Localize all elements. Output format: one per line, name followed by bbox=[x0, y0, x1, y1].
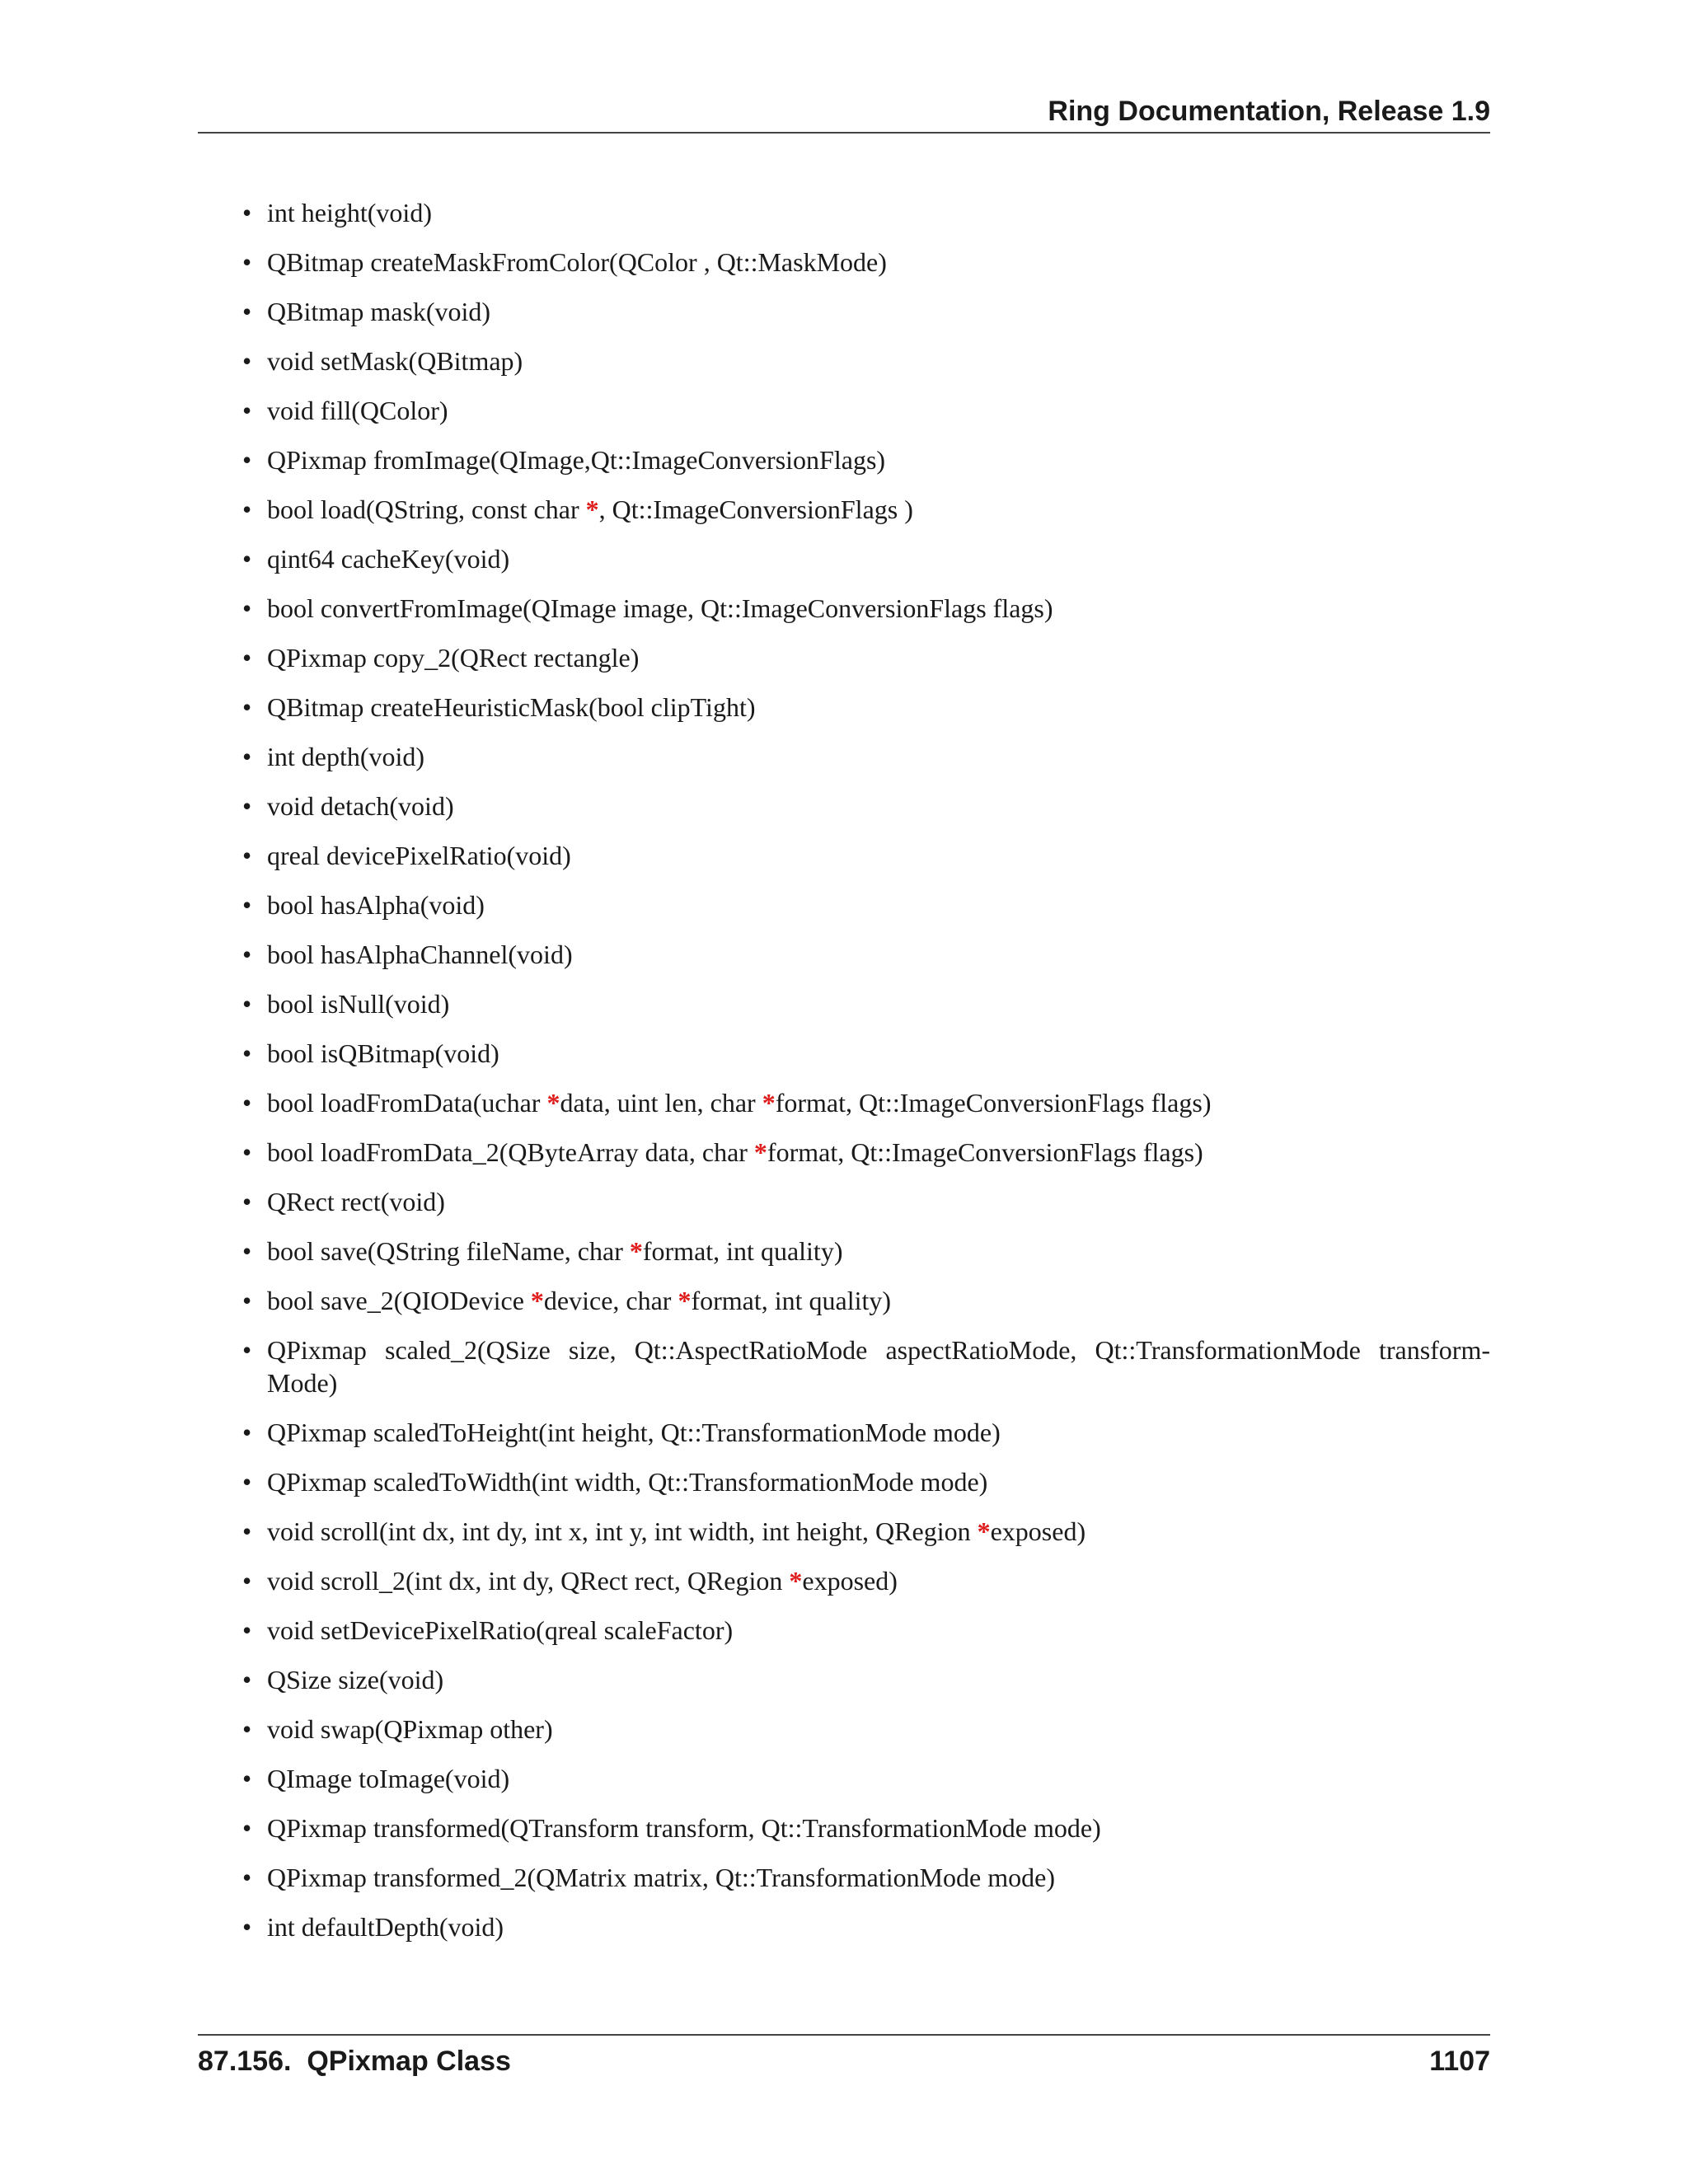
method-list-item bbox=[239, 888, 1490, 921]
bullet-icon: • bbox=[242, 1038, 252, 1068]
method-list-item bbox=[239, 1136, 1490, 1169]
pointer-asterisk: * bbox=[585, 494, 599, 524]
bullet-icon: • bbox=[242, 1335, 252, 1365]
method-signature: void scroll(int dx, int dy, int x, int y, int width, int height, QRegion *exposed) bbox=[267, 1516, 1086, 1546]
method-signature: int height(void) bbox=[267, 198, 432, 227]
method-signature: QPixmap fromImage(QImage,Qt::ImageConversionFlags) bbox=[267, 445, 886, 475]
method-list-item bbox=[239, 592, 1490, 625]
bullet-icon: • bbox=[242, 1764, 252, 1793]
method-list-item bbox=[239, 295, 1490, 328]
pointer-asterisk: * bbox=[789, 1566, 803, 1596]
pointer-asterisk: * bbox=[530, 1286, 544, 1315]
method-list-item bbox=[239, 1235, 1490, 1268]
bullet-icon: • bbox=[242, 1714, 252, 1744]
method-signature: QPixmap transformed(QTransform transform, Qt::TransformationMode mode) bbox=[267, 1813, 1101, 1843]
method-list-item bbox=[239, 1762, 1490, 1795]
bullet-icon: • bbox=[242, 1137, 252, 1167]
method-signature: bool loadFromData(uchar *data, uint len, char *format, Qt::ImageConversionFlags flags) bbox=[267, 1088, 1212, 1118]
bullet-icon: • bbox=[242, 1187, 252, 1216]
method-signature: qreal devicePixelRatio(void) bbox=[267, 841, 571, 870]
method-list-item bbox=[239, 493, 1490, 526]
method-list-item bbox=[239, 246, 1490, 279]
method-signature: bool save_2(QIODevice *device, char *format, int quality) bbox=[267, 1286, 892, 1315]
method-signature: QRect rect(void) bbox=[267, 1187, 445, 1216]
method-list-item bbox=[239, 1333, 1490, 1399]
method-signature: qint64 cacheKey(void) bbox=[267, 544, 510, 574]
bullet-icon: • bbox=[242, 297, 252, 326]
pointer-asterisk: * bbox=[629, 1236, 643, 1266]
method-signature: QBitmap createMaskFromColor(QColor , Qt::MaskMode) bbox=[267, 247, 887, 277]
pointer-asterisk: * bbox=[977, 1516, 991, 1546]
method-signature: QSize size(void) bbox=[267, 1665, 444, 1694]
method-signature: bool loadFromData_2(QByteArray data, char *format, Qt::ImageConversionFlags flags) bbox=[267, 1137, 1203, 1167]
bullet-icon: • bbox=[242, 1566, 252, 1596]
method-list-item bbox=[239, 1564, 1490, 1597]
bullet-icon: • bbox=[242, 1863, 252, 1892]
method-signature: void detach(void) bbox=[267, 791, 454, 821]
pointer-asterisk: * bbox=[753, 1137, 767, 1167]
method-signature: QImage toImage(void) bbox=[267, 1764, 510, 1793]
pointer-asterisk: * bbox=[546, 1088, 560, 1118]
method-list-item bbox=[239, 691, 1490, 724]
bullet-icon: • bbox=[242, 890, 252, 920]
bullet-icon: • bbox=[242, 1236, 252, 1266]
method-list-item bbox=[239, 1416, 1490, 1449]
method-signature: QPixmap scaledToHeight(int height, Qt::TransformationMode mode) bbox=[267, 1418, 1001, 1447]
method-signature: void scroll_2(int dx, int dy, QRect rect, QRegion *exposed) bbox=[267, 1566, 898, 1596]
method-signature: bool isQBitmap(void) bbox=[267, 1038, 499, 1068]
page-header bbox=[198, 89, 1490, 134]
method-list-item bbox=[239, 641, 1490, 674]
method-list-item bbox=[239, 1185, 1490, 1218]
method-signature: QPixmap scaled_2(QSize size, Qt::AspectRatioMode aspectRatioMode, Qt::TransformationMode transform-Mode) bbox=[267, 1335, 1490, 1398]
method-signature: bool load(QString, const char *, Qt::ImageConversionFlags ) bbox=[267, 494, 913, 524]
method-list-item bbox=[239, 196, 1490, 229]
method-list-item bbox=[239, 394, 1490, 427]
method-list-item bbox=[239, 987, 1490, 1020]
bullet-icon: • bbox=[242, 346, 252, 376]
bullet-icon: • bbox=[242, 247, 252, 277]
bullet-icon: • bbox=[242, 198, 252, 227]
bullet-icon: • bbox=[242, 742, 252, 771]
bullet-icon: • bbox=[242, 692, 252, 722]
method-signature: int defaultDepth(void) bbox=[267, 1912, 504, 1942]
bullet-icon: • bbox=[242, 593, 252, 623]
page-footer bbox=[198, 2034, 1490, 2085]
method-signature: void swap(QPixmap other) bbox=[267, 1714, 553, 1744]
bullet-icon: • bbox=[242, 544, 252, 574]
method-signature: void setDevicePixelRatio(qreal scaleFactor) bbox=[267, 1615, 734, 1645]
method-list-item bbox=[239, 1465, 1490, 1498]
bullet-icon: • bbox=[242, 494, 252, 524]
method-list-item bbox=[239, 542, 1490, 575]
pointer-asterisk: * bbox=[678, 1286, 692, 1315]
method-signature: void fill(QColor) bbox=[267, 396, 448, 425]
bullet-icon: • bbox=[242, 1088, 252, 1118]
method-signature: QPixmap copy_2(QRect rectangle) bbox=[267, 643, 640, 673]
bullet-icon: • bbox=[242, 1665, 252, 1694]
method-list-item bbox=[239, 1910, 1490, 1943]
bullet-icon: • bbox=[242, 1418, 252, 1447]
bullet-icon: • bbox=[242, 396, 252, 425]
bullet-icon: • bbox=[242, 791, 252, 821]
bullet-icon: • bbox=[242, 1813, 252, 1843]
method-signature: QBitmap mask(void) bbox=[267, 297, 491, 326]
method-list-item bbox=[239, 938, 1490, 971]
method-list-item bbox=[239, 1811, 1490, 1844]
bullet-icon: • bbox=[242, 841, 252, 870]
footer-page-number: 1107 bbox=[1429, 2046, 1490, 2077]
method-list-item bbox=[239, 443, 1490, 476]
method-signature: bool convertFromImage(QImage image, Qt::ImageConversionFlags flags) bbox=[267, 593, 1053, 623]
footer-section-title: 87.156. QPixmap Class bbox=[198, 2046, 511, 2077]
method-signature: QBitmap createHeuristicMask(bool clipTight) bbox=[267, 692, 756, 722]
method-list-item bbox=[239, 740, 1490, 773]
method-list bbox=[239, 196, 1490, 1960]
method-signature: bool hasAlpha(void) bbox=[267, 890, 485, 920]
method-list-item bbox=[239, 1086, 1490, 1119]
method-list-item bbox=[239, 344, 1490, 377]
bullet-icon: • bbox=[242, 1516, 252, 1546]
method-signature: bool isNull(void) bbox=[267, 989, 450, 1019]
method-list-item bbox=[239, 1284, 1490, 1317]
method-list-item bbox=[239, 1861, 1490, 1894]
bullet-icon: • bbox=[242, 1286, 252, 1315]
method-signature: void setMask(QBitmap) bbox=[267, 346, 523, 376]
method-list-item bbox=[239, 790, 1490, 823]
pointer-asterisk: * bbox=[762, 1088, 776, 1118]
bullet-icon: • bbox=[242, 445, 252, 475]
method-signature: QPixmap scaledToWidth(int width, Qt::TransformationMode mode) bbox=[267, 1467, 988, 1497]
bullet-icon: • bbox=[242, 643, 252, 673]
bullet-icon: • bbox=[242, 940, 252, 969]
bullet-icon: • bbox=[242, 1615, 252, 1645]
bullet-icon: • bbox=[242, 1912, 252, 1942]
method-signature: bool save(QString fileName, char *format, int quality) bbox=[267, 1236, 843, 1266]
method-list-item bbox=[239, 839, 1490, 872]
method-signature: int depth(void) bbox=[267, 742, 425, 771]
method-list-item bbox=[239, 1037, 1490, 1070]
method-list-item bbox=[239, 1614, 1490, 1647]
method-list-item bbox=[239, 1713, 1490, 1746]
method-signature: QPixmap transformed_2(QMatrix matrix, Qt::TransformationMode mode) bbox=[267, 1863, 1055, 1892]
method-signature: bool hasAlphaChannel(void) bbox=[267, 940, 573, 969]
bullet-icon: • bbox=[242, 989, 252, 1019]
method-list-item bbox=[239, 1515, 1490, 1548]
header-title: Ring Documentation, Release 1.9 bbox=[1048, 96, 1490, 127]
method-list-item bbox=[239, 1663, 1490, 1696]
bullet-icon: • bbox=[242, 1467, 252, 1497]
